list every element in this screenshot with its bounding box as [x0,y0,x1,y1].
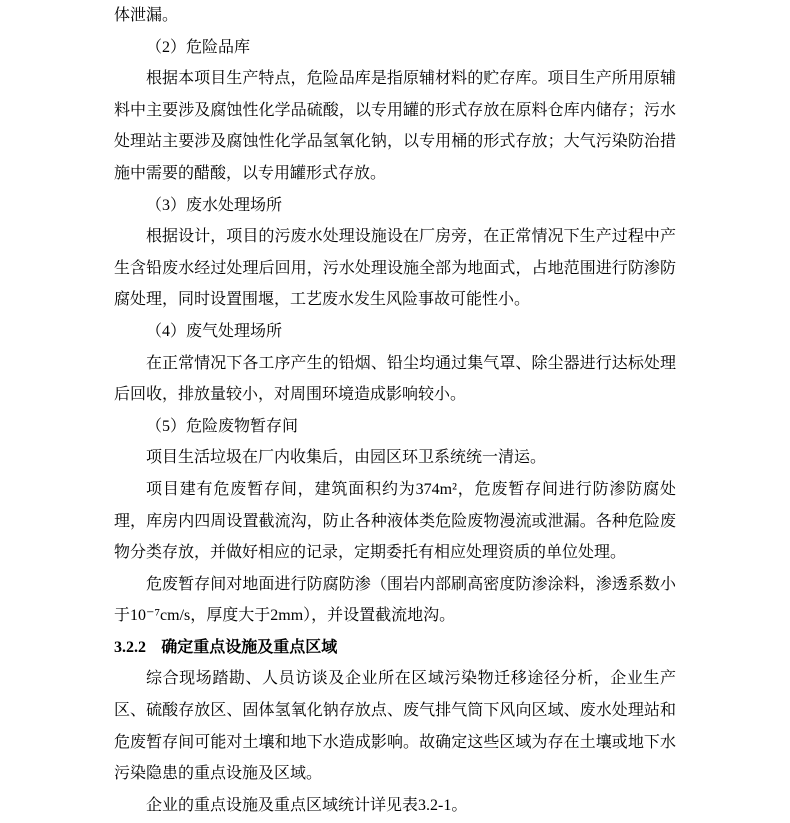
paragraph-waste-gas-treatment-site: 在正常情况下各工序产生的铅烟、铅尘均通过集气罩、除尘器进行达标处理后回收，排放量较小，对周围环境造成影响较小。 [114,354,676,404]
section-heading-number: 3.2.2 [114,638,146,656]
section-heading-3-2-2 [114,632,676,664]
paragraph-wastewater-treatment-site: 根据设计，项目的污废水处理设施设在厂房旁，在正常情况下生产过程中产生含铅废水经过处理后回用，污水处理设施全部为地面式，占地范围进行防渗防腐处理，同时设置围堰，工艺废水发生风险事故可能性小。 [114,228,676,309]
paragraph-hazardous-goods-warehouse: 根据本项目生产特点，危险品库是指原辅材料的贮存库。项目生产所用原辅料中主要涉及腐蚀性化学品硫酸，以专用罐的形式存放在原料仓库内储存；污水处理站主要涉及腐蚀性化学品氢氧化钠，以专用桶的形式存放；大气污染防治措施中需要的醋酸，以专用罐形式存放。 [114,70,676,182]
paragraph-key-facilities-analysis: 综合现场踏勘、人员访谈及企业所在区域污染物迁移途径分析，企业生产区、硫酸存放区、固体氢氧化钠存放点、废气排气筒下风向区域、废水处理站和危废暂存间可能对土壤和地下水造成影响。故确定这些区域为存在土壤或地下水污染隐患的重点设施及区域。 [114,670,676,783]
subheading-hazardous-goods-warehouse: （2）危险品库 [146,38,251,56]
paragraph-domestic-garbage: 项目生活垃圾在厂内收集后，由园区环卫系统统一清运。 [146,449,547,467]
paragraph-floor-anticorrosion-antiseepage: 危废暂存间对地面进行防腐防渗（围岩内部刷高密度防渗涂料，渗透系数小于10⁻⁷cm/s，厚度大于2mm），并设置截流地沟。 [114,575,676,625]
subheading-waste-gas-treatment-site: （4）废气处理场所 [146,322,283,340]
paragraph-table-reference: 企业的重点设施及重点区域统计详见表3.2-1。 [146,796,468,814]
paragraph-hazardous-waste-storage-room: 项目建有危废暂存间，建筑面积约为374m²，危废暂存间进行防渗防腐处理，库房内四周设置截流沟，防止各种液体类危险废物漫流或泄漏。各种危险废物分类存放，并做好相应的记录，定期委托有相应处理资质的单位处理。 [114,480,676,562]
section-heading-title: 确定重点设施及重点区域 [161,638,338,656]
subheading-wastewater-treatment-site: （3）废水处理场所 [146,196,283,214]
subheading-hazardous-waste-storage-room: （5）危险废物暂存间 [146,417,299,435]
paragraph-gas-leak-continuation: 体泄漏。 [114,7,179,24]
